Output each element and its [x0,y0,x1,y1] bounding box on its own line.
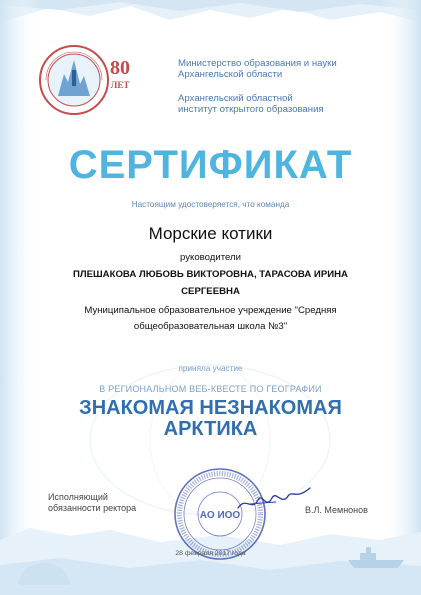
ministry-line2: Архангельской области [178,69,283,80]
region-80-years-emblem [34,40,146,120]
team-name: Морские котики [148,224,273,243]
institute-name [178,93,324,115]
ministry-line1: Министерство образования и науки [178,58,337,69]
event-title [0,398,421,440]
certificate-subtitle: Настоящим удостоверяется, что команда [131,200,290,209]
issue-date: 28 февраля 2017 года [175,550,246,557]
school-line1: Муниципальное образовательное учреждение "Средняя [84,305,337,316]
emblem-80-text: 80 [110,57,130,79]
emblem-years-text: ЛЕТ [110,80,130,90]
ministry-name [178,58,337,80]
handwritten-signature [236,482,312,516]
school-name [40,303,381,335]
signatory-position [48,492,136,514]
role-label: руководители [180,252,241,263]
leader-names-line2: СЕРГЕЕВНА [181,286,240,297]
event-description: В РЕГИОНАЛЬНОМ ВЕБ-КВЕСТЕ ПО ГЕОГРАФИИ [99,384,322,394]
institute-line1: Архангельский областной [178,93,293,104]
position-line1: Исполняющий [48,492,108,502]
leader-names [40,266,381,300]
position-line2: обязанности ректора [48,503,137,513]
leader-names-line1: ПЛЕШАКОВА ЛЮБОВЬ ВИКТОРОВНА, ТАРАСОВА ИРИНА [73,269,348,280]
institute-line2: институт открытого образования [178,104,324,115]
signatory-name: В.Л. Мемнонов [305,505,368,515]
event-title-line1: ЗНАКОМАЯ НЕЗНАКОМАЯ [79,397,342,419]
certificate-title: СЕРТИФИКАТ [68,143,353,187]
stamp-center-text: АО ИОО [199,510,241,521]
school-line2: общеобразовательная школа №3" [133,321,288,332]
took-part-text: приняла участие [178,364,243,373]
event-title-line2: АРКТИКА [163,418,258,440]
